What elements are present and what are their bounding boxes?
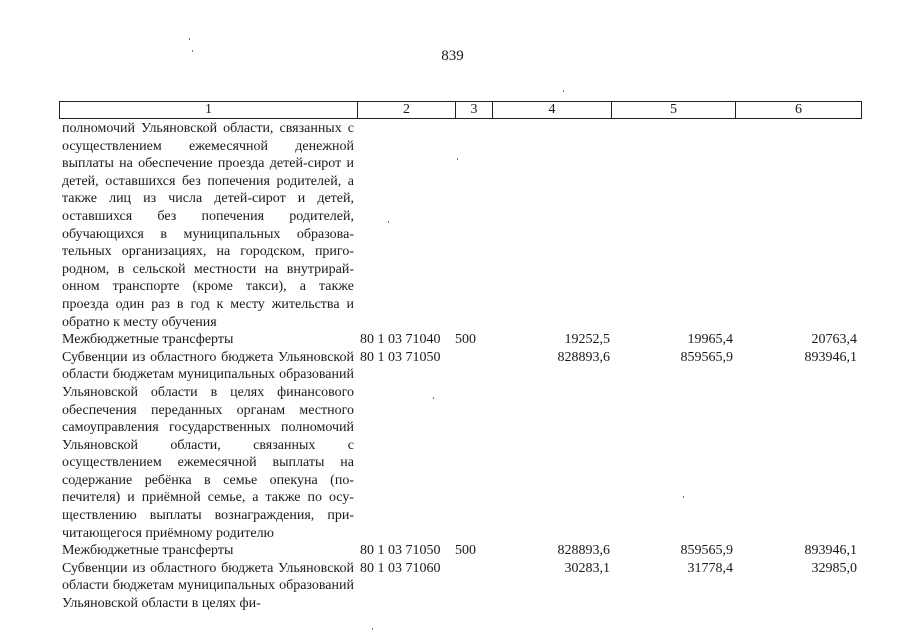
table-body [62,120,902,613]
scan-speck [189,38,190,40]
table-row [62,542,902,560]
scan-speck [433,397,434,399]
table-row [62,331,902,349]
row-value-4: 828893,6 [557,543,610,559]
header-col-6: 6 [736,102,862,119]
header-col-1: 1 [60,102,358,119]
row-value-5: 19965,4 [687,332,733,348]
row-value-6: 20763,4 [811,332,857,348]
row-description: Межбюджетные трансферты [62,543,234,559]
table-row [62,120,902,331]
row-value-5: 859565,9 [680,543,733,559]
row-code: 80 1 03 71050 [360,349,441,365]
row-value-6: 893946,1 [804,543,857,559]
row-value-5: 859565,9 [680,349,733,365]
header-col-3: 3 [456,102,493,119]
row-code: 80 1 03 71040 [360,332,441,348]
scan-speck [388,221,389,223]
row-description: полномочий Ульяновской области, связанных с осуществлением ежемесячной денежной выплаты на обеспечение проезда детей-сирот и детей, оставшихся без попечения родителей, а также лиц из числа детей-сирот и детей, оставшихся без попечения родителей, обучающихся в муниципальных образовательных организациях, на городском, пригородном, в сельской местности на внутрирайонном транспорте (кроме такси), а также проезда один раз в год к месту жительства и обратно к месту обучения [62,121,354,330]
table-header-row [60,102,862,119]
scan-speck [683,496,684,498]
row-value-4: 19252,5 [564,332,610,348]
table-row [62,349,902,543]
page-number: 839 [441,48,464,64]
row-value-6: 32985,0 [811,560,857,576]
row-description: Субвенции из областного бюджета Ульяновской области бюджетам муниципальных образований Ульяновской области в целях финансового обеспечения переданных органам местного самоуправления государственных полномочий Ульяновской области, связанных с осуществлением ежемесячной выплаты на содержание ребёнка в семье опекуна (попечителя) и приёмной семье, а также по осуществлению выплаты вознаграждения, причитающегося приёмному родителю [62,349,354,541]
scan-speck [457,158,458,160]
table-row [62,560,902,613]
row-value-4: 828893,6 [557,349,610,365]
scan-speck [372,628,373,630]
header-col-4: 4 [493,102,612,119]
row-vr: 500 [455,543,476,559]
header-col-2: 2 [358,102,456,119]
row-code: 80 1 03 71050 [360,543,441,559]
row-value-4: 30283,1 [564,560,610,576]
header-col-5: 5 [612,102,736,119]
row-value-6: 893946,1 [804,349,857,365]
row-code: 80 1 03 71060 [360,560,441,576]
row-description: Межбюджетные трансферты [62,332,234,348]
table-header [59,101,862,119]
row-value-5: 31778,4 [687,560,733,576]
row-vr: 500 [455,332,476,348]
scan-speck [192,50,193,52]
scan-speck [563,90,564,92]
row-description: Субвенции из областного бюджета Ульяновской области бюджетам муниципальных образований Ульяновской области в целях фи- [62,560,354,612]
